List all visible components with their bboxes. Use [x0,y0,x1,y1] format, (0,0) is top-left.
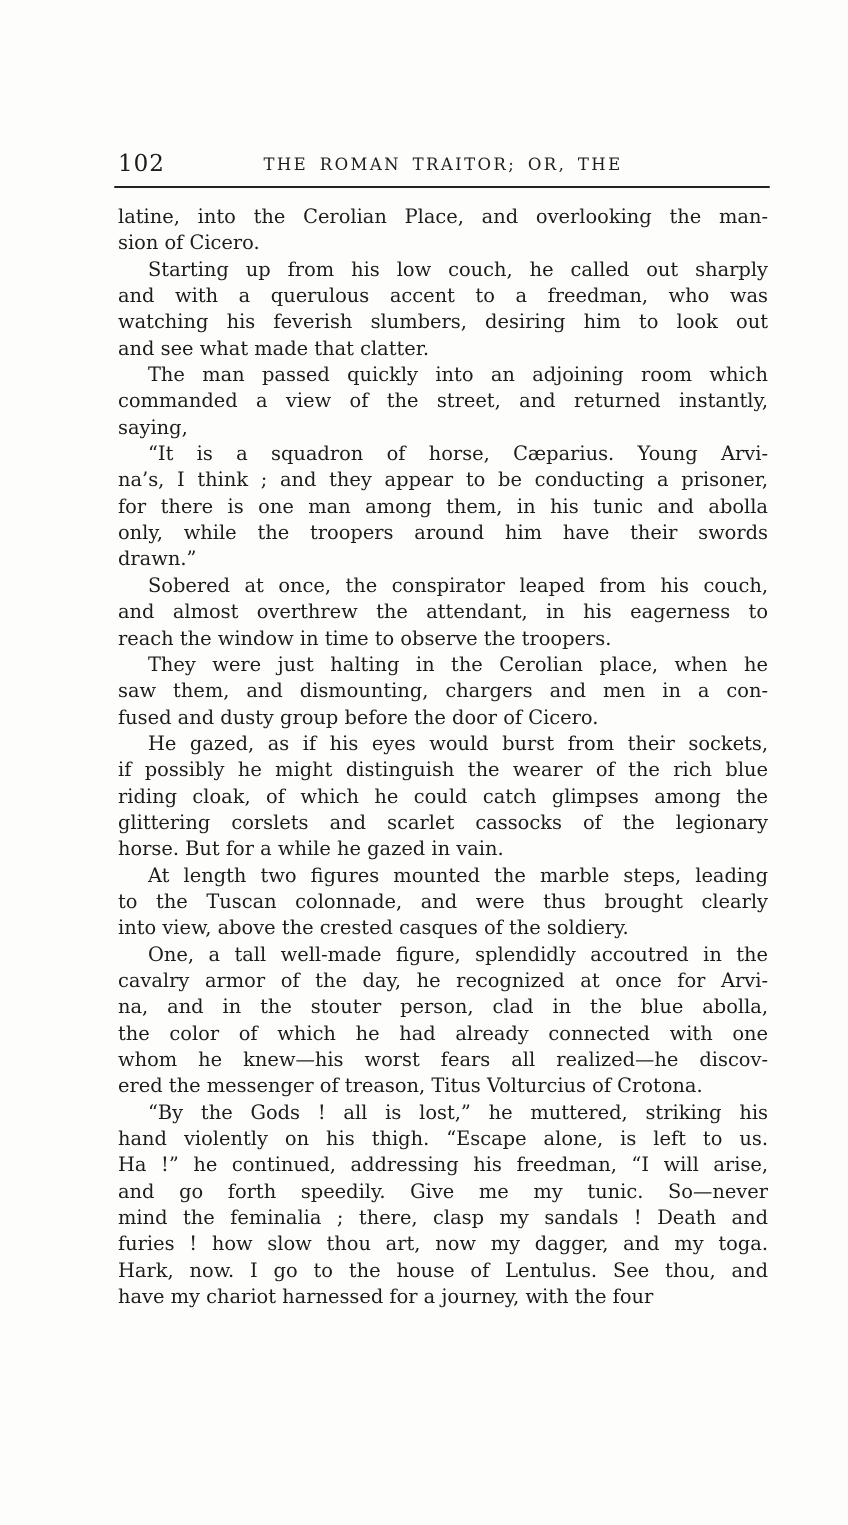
paragraph [118,731,768,863]
paragraph [118,362,768,441]
text-line: and almost overthrew the attendant, in his eagerness to [118,600,768,624]
text-line: ered the messenger of treason, Titus Volturcius of Crotona. [118,1074,703,1098]
text-line: mind the feminalia ; there, clasp my sandals ! Death and [118,1206,768,1230]
text-line: furies ! how slow thou art, now my dagger, and my toga. [118,1232,768,1256]
text-line: At length two figures mounted the marble steps, leading [148,863,768,887]
text-line: Hark, now. I go to the house of Lentulus. See thou, and [118,1258,768,1282]
text-line: fused and dusty group before the door of Cicero. [118,705,599,729]
body-text [118,204,768,1310]
text-line: “By the Gods ! all is lost,” he muttered, striking his [148,1100,768,1124]
text-line: The man passed quickly into an adjoining room which [148,363,768,387]
running-title: THE ROMAN TRAITOR; OR, THE [263,155,623,174]
text-line: for there is one man among them, in his tunic and abolla [118,494,768,518]
paragraph [118,652,768,731]
text-line: to the Tuscan colonnade, and were thus brought clearly [118,889,768,913]
paragraph [118,204,768,257]
text-line: and with a querulous accent to a freedman, who was [118,284,768,308]
text-line: Ha !” he continued, addressing his freedman, “I will arise, [118,1153,768,1177]
text-line: “It is a squadron of horse, Cæparius. Young Arvi- [148,442,768,466]
header-rule [114,186,770,188]
paragraph [118,863,768,942]
text-line: the color of which he had already connected with one [118,1021,768,1045]
text-line: na’s, I think ; and they appear to be conducting a prisoner, [118,468,768,492]
paragraph [118,257,768,362]
text-line: na, and in the stouter person, clad in the blue abolla, [118,995,768,1019]
text-line: Starting up from his low couch, he called out sharply [148,257,768,281]
text-line: into view, above the crested casques of the soldiery. [118,916,629,940]
paragraph [118,573,768,652]
page-number: 102 [118,151,165,177]
text-line: watching his feverish slumbers, desiring him to look out [118,310,768,334]
text-line: Sobered at once, the conspirator leaped from his couch, [148,573,768,597]
paragraph [118,1100,768,1311]
text-line: sion of Cicero. [118,231,260,255]
text-line: only, while the troopers around him have their swords [118,521,768,545]
text-line: glittering corslets and scarlet cassocks of the legionary [118,810,768,834]
text-line: saw them, and dismounting, chargers and men in a con- [118,679,768,703]
text-line: reach the window in time to observe the troopers. [118,626,612,650]
text-line: One, a tall well-made figure, splendidly accoutred in the [148,942,768,966]
text-line: He gazed, as if his eyes would burst from their sockets, [148,731,768,755]
text-line: hand violently on his thigh. “Escape alone, is left to us. [118,1127,768,1151]
text-line: and see what made that clatter. [118,336,430,360]
text-line: They were just halting in the Cerolian place, when he [148,652,768,676]
text-line: saying, [118,415,188,439]
text-line: whom he knew—his worst fears all realized—he discov- [118,1048,768,1071]
text-line: drawn.” [118,547,197,571]
paragraph [118,441,768,573]
text-line: riding cloak, of which he could catch glimpses among the [118,784,768,808]
text-line: horse. But for a while he gazed in vain. [118,837,504,861]
text-line: latine, into the Cerolian Place, and overlooking the man- [118,205,768,228]
text-line: and go forth speedily. Give me my tunic. So—never [118,1179,768,1203]
text-line: cavalry armor of the day, he recognized at once for Arvi- [118,968,768,992]
page-header [118,150,768,180]
text-line: if possibly he might distinguish the wearer of the rich blue [118,758,768,782]
text-line: have my chariot harnessed for a journey, with the four [118,1285,654,1309]
paragraph [118,942,768,1100]
text-line: commanded a view of the street, and returned instantly, [118,389,768,413]
